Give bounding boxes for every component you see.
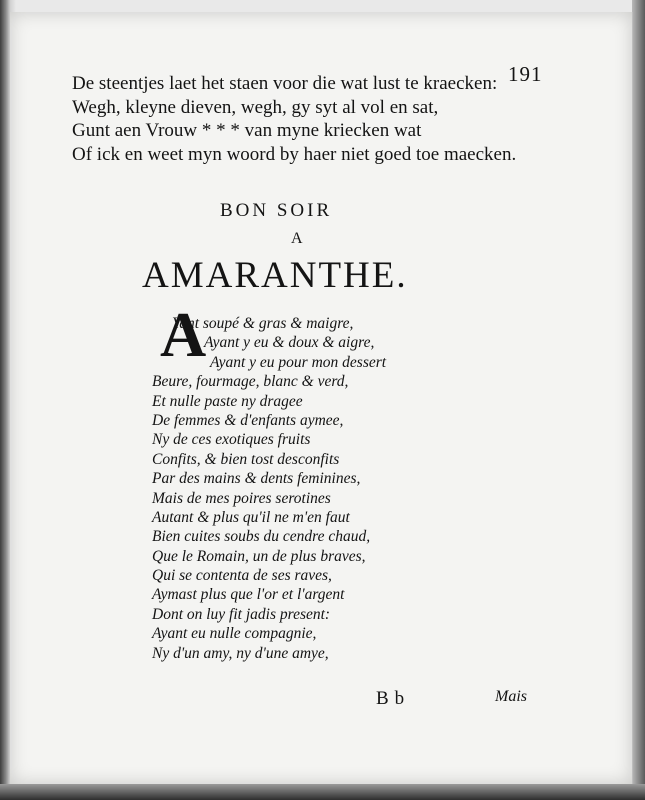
poem-line: Ayant eu nulle compagnie, bbox=[152, 625, 317, 643]
scan-right-edge bbox=[632, 0, 645, 800]
poem-line: Autant & plus qu'il ne m'en faut bbox=[152, 508, 350, 526]
dutch-line: Of ick en weet myn woord by haer niet goed toe maecken. bbox=[72, 143, 517, 165]
poem-line: De femmes & d'enfants aymee, bbox=[152, 411, 344, 429]
heading-amaranthe: AMARANTHE. bbox=[142, 255, 408, 296]
poem-line: Par des mains & dents feminines, bbox=[152, 470, 361, 488]
poem-line: Ny de ces exotiques fruits bbox=[152, 431, 311, 449]
dutch-line: Wegh, kleyne dieven, wegh, gy syt al vol en sat, bbox=[72, 96, 439, 118]
heading-bon-soir: BON SOIR bbox=[220, 200, 333, 221]
dutch-line: Gunt aen Vrouw * * * van myne kriecken wat bbox=[72, 120, 422, 141]
dutch-line: De steentjes laet het staen voor die wat lust te kraecken: bbox=[72, 73, 498, 94]
dutch-stanza bbox=[72, 72, 517, 166]
poem-line: Ny d'un amy, ny d'une amye, bbox=[152, 644, 329, 662]
drop-cap-letter: A bbox=[160, 299, 207, 370]
poem-line: Qui se contenta de ses raves, bbox=[152, 567, 332, 585]
poem-line: Beure, fourmage, blanc & verd, bbox=[152, 373, 349, 391]
poem-line: Mais de mes poires serotines bbox=[152, 489, 331, 507]
poem-line: Et nulle paste ny dragee bbox=[152, 392, 303, 410]
heading-a: A bbox=[291, 230, 303, 247]
poem-line: Dont on luy fit jadis present: bbox=[152, 605, 331, 623]
poem-line: Bien cuites soubs du cendre chaud, bbox=[152, 528, 371, 546]
signature-mark: Bb bbox=[376, 688, 411, 709]
poem-body bbox=[152, 314, 452, 663]
poem-line: Confits, & bien tost desconfits bbox=[152, 450, 340, 468]
catchword: Mais bbox=[495, 688, 527, 705]
poem-line: Ayant y eu & doux & aigre, bbox=[204, 334, 375, 352]
scan-bottom-edge bbox=[0, 784, 645, 800]
poem-line: Yant soupé & gras & maigre, bbox=[172, 315, 354, 332]
poem-line: Aymast plus que l'or et l'argent bbox=[152, 586, 345, 604]
poem-line: Que le Romain, un de plus braves, bbox=[152, 547, 366, 565]
page-number: 191 bbox=[508, 62, 543, 86]
poem-line: Ayant y eu pour mon dessert bbox=[210, 353, 387, 371]
